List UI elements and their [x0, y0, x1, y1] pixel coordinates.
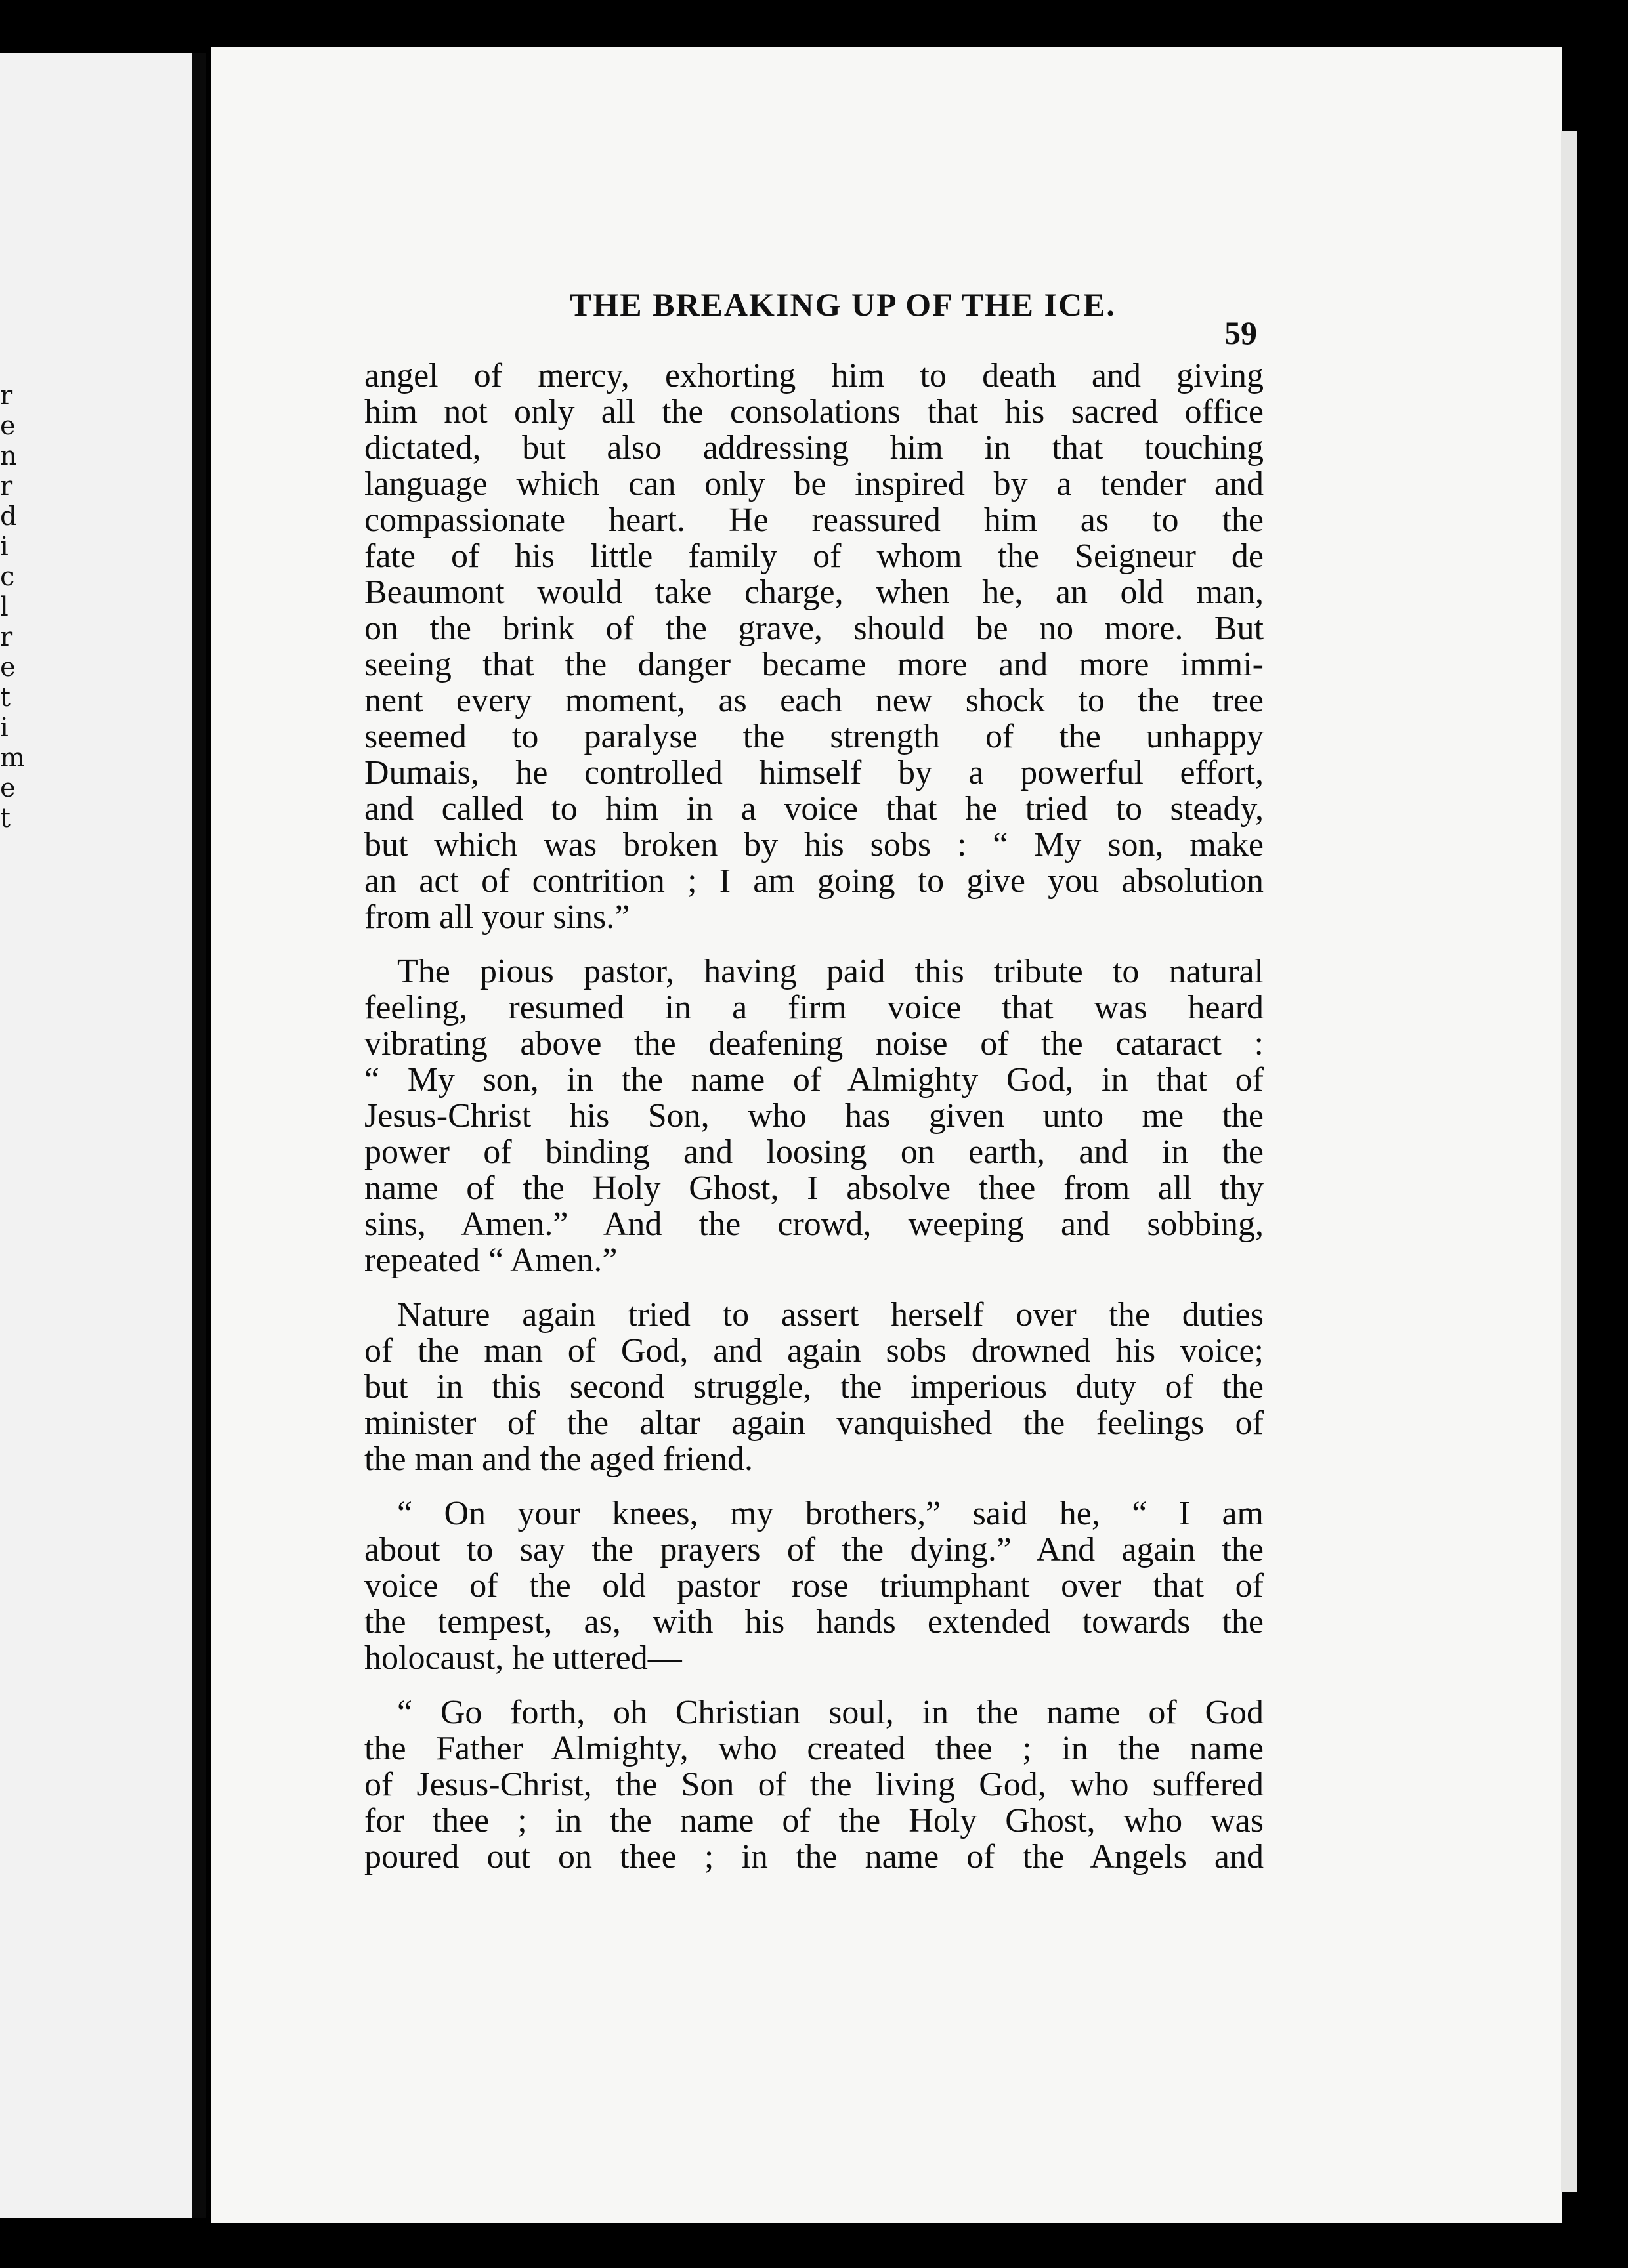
text-line: The pious pastor, having paid this tribute to natural	[397, 953, 1264, 990]
paragraph	[364, 1496, 1264, 1676]
text-line: for thee ; in the name of the Holy Ghost, who was	[364, 1802, 1264, 1839]
book-gutter	[192, 52, 206, 2218]
text-line: Beaumont would take charge, when he, an old man,	[364, 574, 1264, 611]
paragraph	[364, 954, 1264, 1278]
paragraph	[364, 1694, 1264, 1875]
text-line: compassionate heart. He reassured him as to the	[364, 501, 1264, 539]
text-line: vibrating above the deafening noise of the cataract :	[364, 1025, 1264, 1062]
text-line: repeated “ Amen.”	[364, 1242, 618, 1279]
text-line: an act of contrition ; I am going to give you absolution	[364, 862, 1264, 900]
text-line: angel of mercy, exhorting him to death and giving	[364, 357, 1264, 394]
text-line: on the brink of the grave, should be no more. But	[364, 610, 1264, 647]
text-line: language which can only be inspired by a tender and	[364, 465, 1264, 503]
body-text	[364, 358, 1264, 1893]
text-line: power of binding and loosing on earth, and in the	[364, 1133, 1264, 1171]
text-line: Nature again tried to assert herself over the duties	[397, 1296, 1264, 1334]
text-line: “ My son, in the name of Almighty God, in that of	[364, 1061, 1264, 1099]
text-line: of the man of God, and again sobs drowned his voice;	[364, 1332, 1264, 1370]
previous-page-text-fragment: r e n r d i c l r e t i m e t	[0, 381, 25, 833]
text-line: seemed to paralyse the strength of the unhappy	[364, 718, 1264, 755]
text-line: “ Go forth, oh Christian soul, in the name of God	[397, 1694, 1264, 1731]
paragraph	[364, 358, 1264, 935]
running-header: THE BREAKING UP OF THE ICE.	[570, 286, 1116, 323]
text-line: nent every moment, as each new shock to the tree	[364, 682, 1264, 719]
text-line: the tempest, as, with his hands extended towards the	[364, 1603, 1264, 1641]
text-line: the Father Almighty, who created thee ; in the name	[364, 1730, 1264, 1767]
text-line: and called to him in a voice that he tried to steady,	[364, 790, 1264, 828]
text-line: of Jesus-Christ, the Son of the living God, who suffered	[364, 1766, 1264, 1803]
text-line: but which was broken by his sobs : “ My son, make	[364, 826, 1264, 864]
text-line: “ On your knees, my brothers,” said he, “ I am	[397, 1495, 1264, 1532]
paragraph	[364, 1297, 1264, 1477]
previous-page-fragment	[0, 52, 192, 2218]
text-line: but in this second struggle, the imperious duty of the	[364, 1368, 1264, 1406]
text-line: holocaust, he uttered—	[364, 1639, 682, 1677]
text-line: him not only all the consolations that his sacred office	[364, 393, 1264, 430]
text-line: fate of his little family of whom the Seigneur de	[364, 537, 1264, 575]
page-edge	[1561, 131, 1577, 2192]
text-line: poured out on thee ; in the name of the Angels and	[364, 1838, 1264, 1876]
text-line: Jesus-Christ his Son, who has given unto me the	[364, 1097, 1264, 1135]
page-number: 59	[1224, 314, 1257, 351]
text-line: sins, Amen.” And the crowd, weeping and sobbing,	[364, 1206, 1264, 1243]
text-line: feeling, resumed in a firm voice that was heard	[364, 989, 1264, 1026]
text-line: name of the Holy Ghost, I absolve thee from all thy	[364, 1169, 1264, 1207]
text-line: from all your sins.”	[364, 898, 630, 936]
text-line: minister of the altar again vanquished the feelings of	[364, 1404, 1264, 1442]
text-line: dictated, but also addressing him in that touching	[364, 429, 1264, 467]
text-line: about to say the prayers of the dying.” And again the	[364, 1531, 1264, 1568]
text-line: the man and the aged friend.	[364, 1440, 753, 1478]
text-line: seeing that the danger became more and more immi-	[364, 646, 1264, 683]
text-line: Dumais, he controlled himself by a powerful effort,	[364, 754, 1264, 791]
text-line: voice of the old pastor rose triumphant over that of	[364, 1567, 1264, 1605]
